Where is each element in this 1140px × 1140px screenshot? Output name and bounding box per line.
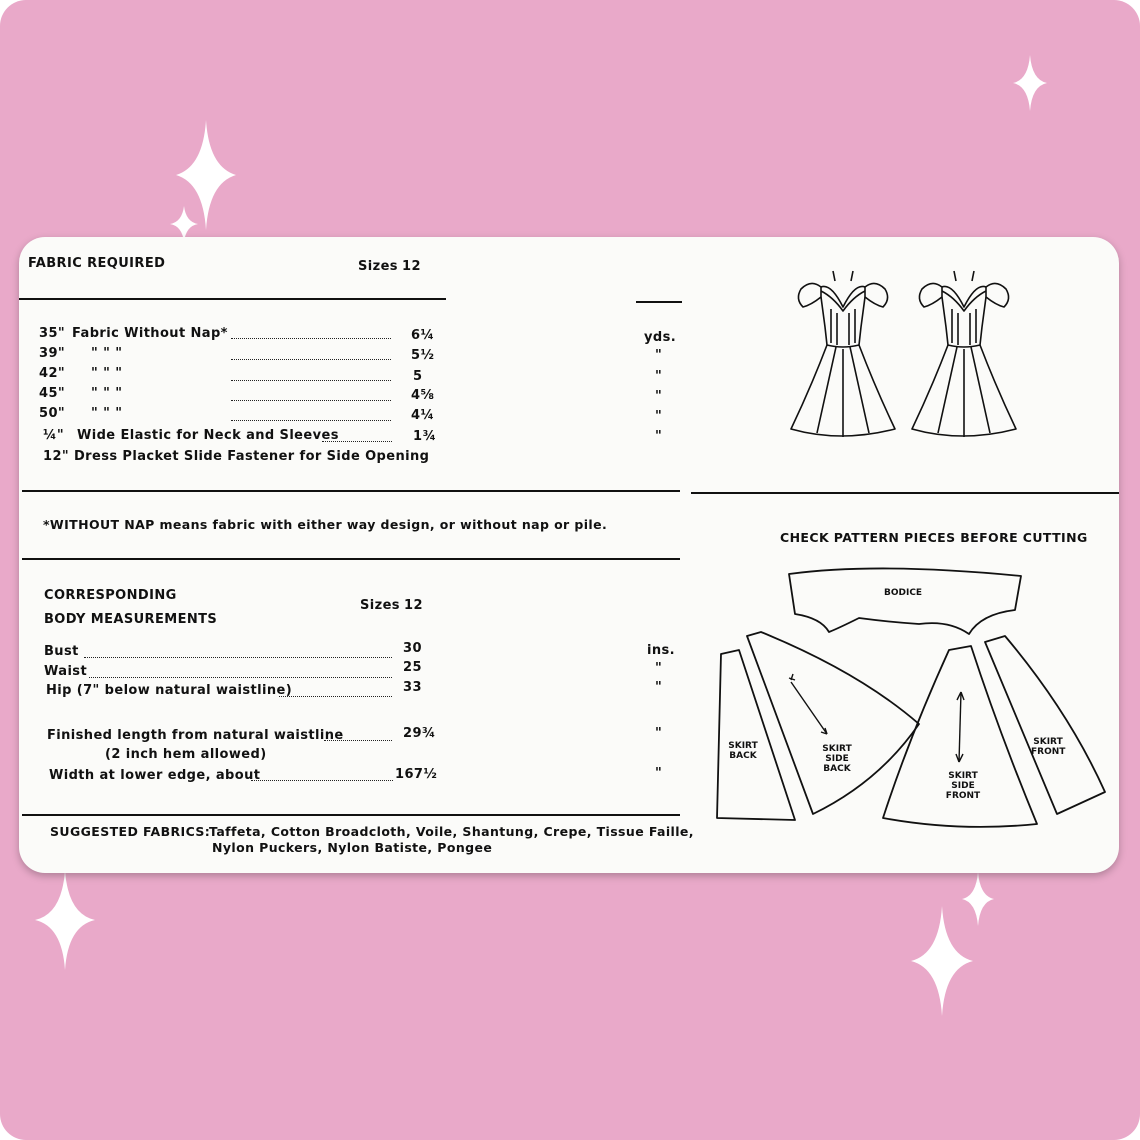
fabric-width: 45" xyxy=(39,386,66,401)
ditto-mark: " xyxy=(655,409,663,424)
skirt-side-back-label xyxy=(820,744,854,774)
ditto-mark: " xyxy=(655,389,663,404)
ditto-mark: " xyxy=(655,429,663,444)
dress-front-illustration xyxy=(781,267,905,453)
fabric-required-heading: FABRIC REQUIRED xyxy=(28,256,166,271)
ditto-marks: " " " xyxy=(91,406,123,421)
fabric-yardage: 4⅝ xyxy=(411,388,435,403)
fabric-width: 35" xyxy=(39,326,66,341)
fabric-description: Fabric Without Nap* xyxy=(72,326,228,341)
check-pattern-heading: CHECK PATTERN PIECES BEFORE CUTTING xyxy=(780,530,1088,545)
bodice-piece xyxy=(789,568,1021,634)
dot-leader xyxy=(231,420,391,421)
ditto-marks: " " " xyxy=(91,346,123,361)
skirt-front-piece xyxy=(985,636,1105,814)
ditto-mark: " xyxy=(655,766,663,781)
dot-leader xyxy=(231,359,391,360)
ditto-mark: " xyxy=(655,680,663,695)
skirt-back-label xyxy=(728,741,758,761)
ditto-marks: " " " xyxy=(91,366,123,381)
piece-label-line: FRONT xyxy=(1031,747,1066,757)
measurement-value: 30 xyxy=(403,641,422,656)
measurement-value: 25 xyxy=(403,660,422,675)
ditto-marks: " " " xyxy=(91,386,123,401)
divider xyxy=(19,298,446,300)
suggested-fabrics-line1: Taffeta, Cotton Broadcloth, Voile, Shantung, Crepe, Tissue Faille, xyxy=(209,824,694,839)
fabric-width: 50" xyxy=(39,406,66,421)
sizes-label: Sizes xyxy=(360,598,400,613)
finished-length-value: 29¾ xyxy=(403,726,436,741)
dot-leader xyxy=(84,657,392,658)
corresponding-heading: CORRESPONDING xyxy=(44,588,177,603)
dot-leader xyxy=(231,380,391,381)
suggested-fabrics-line2: Nylon Puckers, Nylon Batiste, Pongee xyxy=(212,840,493,855)
measurement-value: 33 xyxy=(403,680,422,695)
fabric-description: Wide Elastic for Neck and Sleeves xyxy=(77,428,339,443)
body-measurements-heading: BODY MEASUREMENTS xyxy=(44,612,218,627)
unit-label: ins. xyxy=(647,643,675,658)
ditto-mark: " xyxy=(655,369,663,384)
divider xyxy=(22,558,680,560)
dot-leader xyxy=(231,400,391,401)
suggested-fabrics-label: SUGGESTED FABRICS: xyxy=(50,824,211,839)
dot-leader xyxy=(231,338,391,339)
hem-note: (2 inch hem allowed) xyxy=(105,747,267,762)
piece-label-line: BACK xyxy=(729,751,757,761)
sizes-label: Sizes xyxy=(358,259,398,274)
divider xyxy=(22,814,680,816)
dot-leader xyxy=(322,441,392,442)
piece-label-line: FRONT xyxy=(945,791,981,801)
divider xyxy=(636,301,682,303)
dot-leader xyxy=(324,740,392,741)
piece-label-line: SKIRT xyxy=(1033,737,1063,747)
width-label: Width at lower edge, about xyxy=(49,768,261,783)
size-value: 12 xyxy=(402,259,421,274)
fabric-width: 42" xyxy=(39,366,66,381)
piece-label-line: BACK xyxy=(823,764,851,774)
piece-label-line: SIDE xyxy=(825,754,849,764)
sparkle-icon xyxy=(35,870,95,970)
fabric-yardage: 1¾ xyxy=(413,429,437,444)
sparkle-icon xyxy=(1013,55,1047,111)
pattern-pieces-diagram xyxy=(709,562,1119,832)
fabric-yardage: 5½ xyxy=(411,348,435,363)
piece-label-line: SKIRT xyxy=(822,744,852,754)
bodice-label: BODICE xyxy=(884,588,923,598)
width-value: 167½ xyxy=(395,767,438,782)
piece-label-line: SIDE xyxy=(951,781,975,791)
divider xyxy=(22,490,680,492)
unit-label: yds. xyxy=(644,330,677,345)
fabric-width: ¼" xyxy=(43,428,65,443)
fastener-line: 12" Dress Placket Slide Fastener for Side Opening xyxy=(43,449,430,464)
piece-label-line: SKIRT xyxy=(948,771,978,781)
ditto-mark: " xyxy=(655,661,663,676)
sparkle-icon xyxy=(911,906,973,1016)
without-nap-note: *WITHOUT NAP means fabric with either way design, or without nap or pile. xyxy=(43,517,608,532)
pattern-envelope-card xyxy=(19,237,1119,873)
dot-leader xyxy=(251,780,393,781)
fabric-yardage: 5 xyxy=(413,369,423,384)
fabric-yardage: 4¼ xyxy=(411,408,435,423)
ditto-mark: " xyxy=(655,348,663,363)
divider xyxy=(691,492,1119,494)
ditto-mark: " xyxy=(655,726,663,741)
measurement-label: Waist xyxy=(44,664,88,679)
skirt-side-front-label xyxy=(945,771,981,801)
finished-length-label: Finished length from natural waistline xyxy=(47,728,344,743)
measurement-label: Bust xyxy=(44,644,79,659)
piece-label-line: SKIRT xyxy=(728,741,758,751)
measurement-label: Hip (7" below natural waistline) xyxy=(46,683,293,698)
size-value: 12 xyxy=(404,598,423,613)
fabric-yardage: 6¼ xyxy=(411,328,435,343)
skirt-front-label xyxy=(1031,737,1065,757)
dress-back-illustration xyxy=(902,267,1026,453)
dot-leader xyxy=(279,696,392,697)
dot-leader xyxy=(89,677,392,678)
fabric-width: 39" xyxy=(39,346,66,361)
